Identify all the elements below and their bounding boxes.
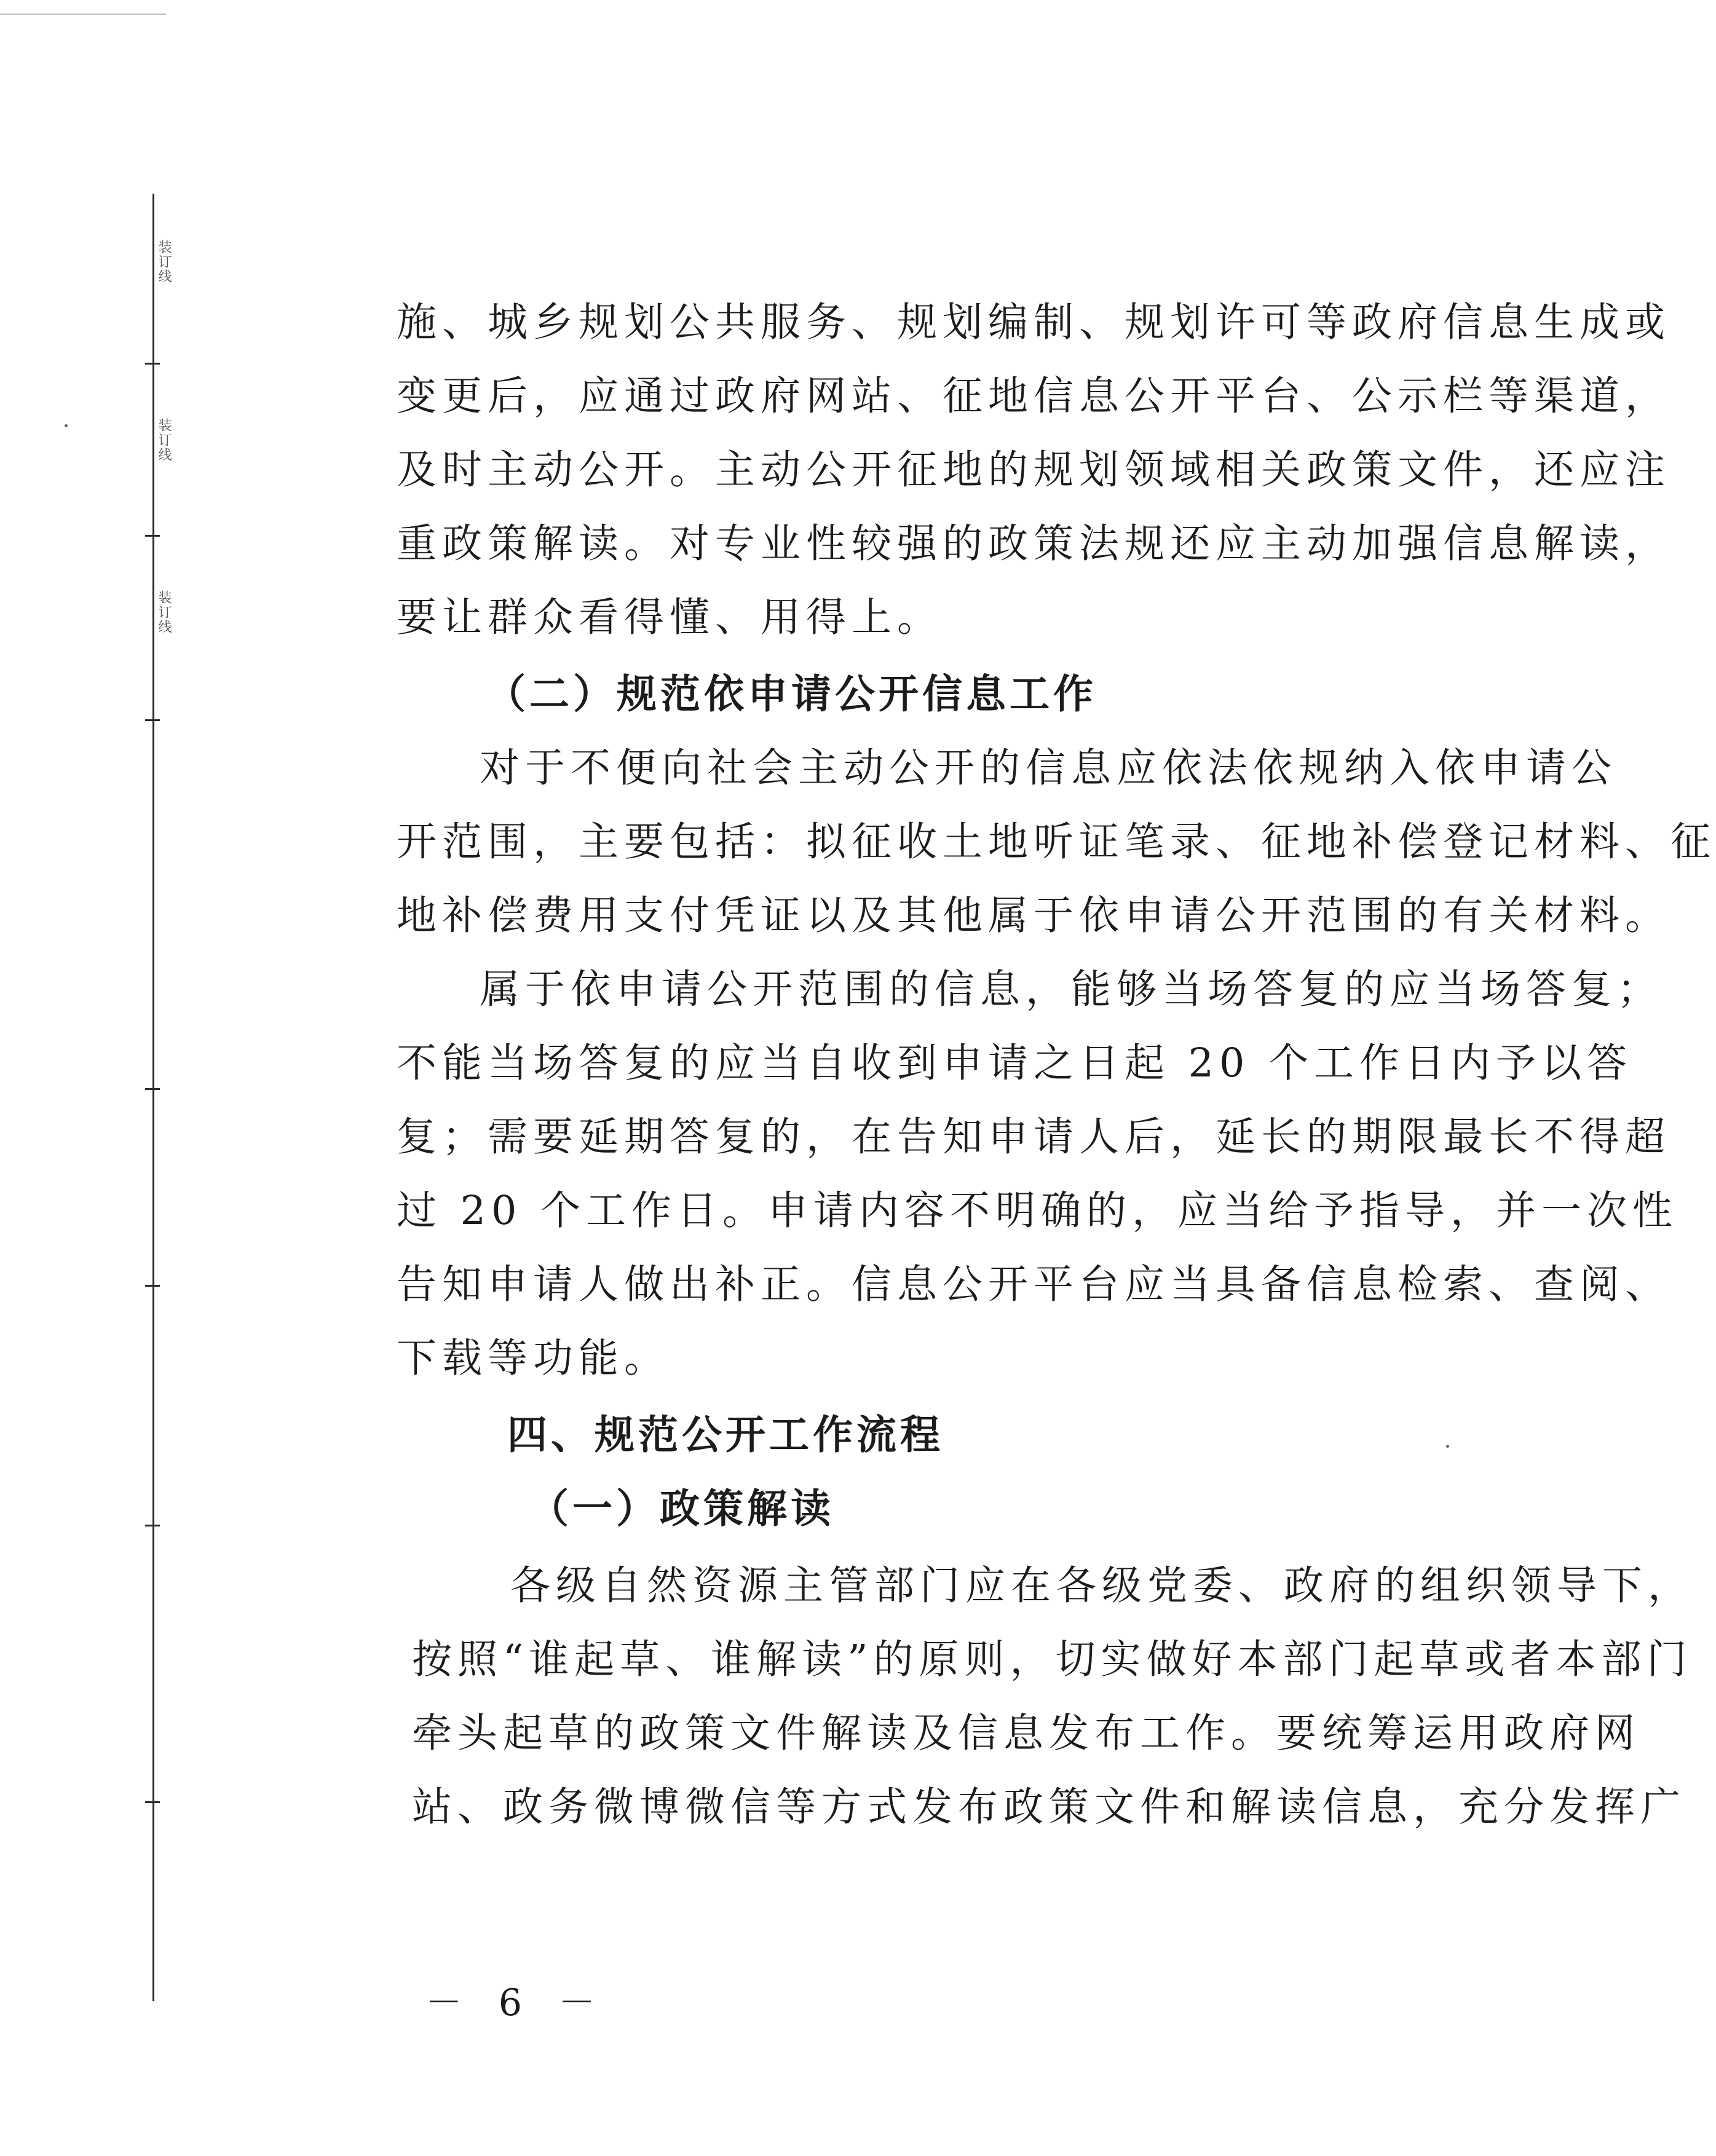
- section-subheading: （二）规范依申请公开信息工作: [486, 671, 1097, 717]
- binding-line: [152, 194, 154, 2001]
- binding-margin-mark: 装订线: [156, 240, 172, 284]
- body-line: 下载等功能。: [397, 1335, 670, 1381]
- binding-tick: [145, 719, 160, 721]
- body-line: 不能当场答复的应当自收到申请之日起 20 个工作日内予以答: [397, 1040, 1633, 1086]
- body-line: 按照“谁起草、谁解读”的原则，切实做好本部门起草或者本部门: [412, 1637, 1693, 1683]
- binding-margin-mark: 装订线: [156, 418, 172, 462]
- body-line: 站、政务微博微信等方式发布政策文件和解读信息，充分发挥广: [412, 1784, 1686, 1830]
- paragraph-first-line: 对于不便向社会主动公开的信息应依法依规纳入依申请公: [480, 745, 1618, 791]
- body-line: 施、城乡规划公共服务、规划编制、规划许可等政府信息生成或: [397, 299, 1671, 346]
- section-heading: 四、规范公开工作流程: [507, 1412, 944, 1458]
- body-line: 开范围，主要包括：拟征收土地听证笔录、征地补偿登记材料、征: [397, 819, 1716, 865]
- binding-tick: [145, 1525, 160, 1526]
- body-line: 告知申请人做出补正。信息公开平台应当具备信息检索、查阅、: [397, 1262, 1671, 1308]
- body-line: 牵头起草的政策文件解读及信息发布工作。要统筹运用政府网: [412, 1710, 1641, 1756]
- body-line: 要让群众看得懂、用得上。: [397, 594, 943, 641]
- scan-speck: [65, 424, 68, 427]
- top-edge-mark: [0, 14, 166, 15]
- body-line: 过 20 个工作日。申请内容不明确的，应当给予指导，并一次性: [397, 1188, 1678, 1234]
- binding-tick: [145, 1285, 160, 1287]
- binding-tick: [145, 1088, 160, 1090]
- body-line: 复；需要延期答复的，在告知申请人后，延长的期限最长不得超: [397, 1114, 1671, 1160]
- binding-tick: [145, 1801, 160, 1803]
- body-line: 及时主动公开。主动公开征地的规划领域相关政策文件，还应注: [397, 447, 1671, 493]
- binding-tick: [145, 535, 160, 537]
- body-line: 变更后，应通过政府网站、征地信息公开平台、公示栏等渠道，: [397, 373, 1671, 419]
- body-line: 地补偿费用支付凭证以及其他属于依申请公开范围的有关材料。: [397, 893, 1671, 939]
- page-number: － 6 －: [425, 1981, 608, 2024]
- section-subheading: （一）政策解读: [529, 1486, 835, 1532]
- paragraph-first-line: 各级自然资源主管部门应在各级党委、政府的组织领导下，: [510, 1563, 1694, 1609]
- body-line: 重政策解读。对专业性较强的政策法规还应主动加强信息解读，: [397, 521, 1671, 567]
- paragraph-first-line: 属于依申请公开范围的信息，能够当场答复的应当场答复；: [480, 966, 1663, 1013]
- binding-margin-mark: 装订线: [156, 590, 172, 634]
- binding-tick: [145, 363, 160, 365]
